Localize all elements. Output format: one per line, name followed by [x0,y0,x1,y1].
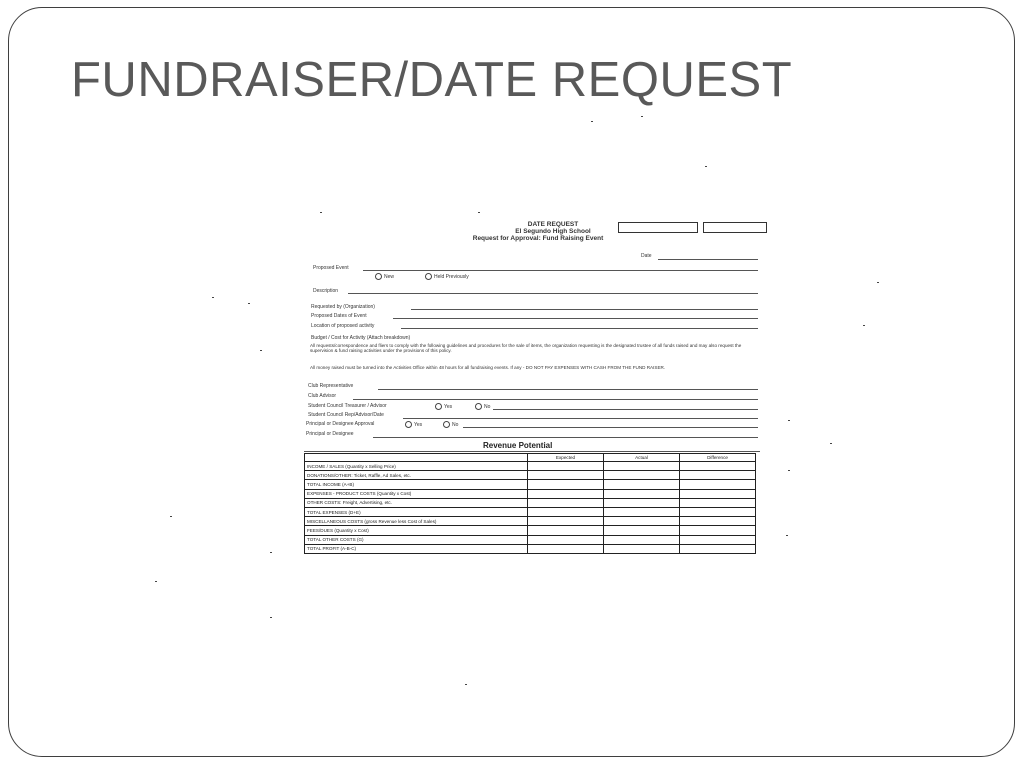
table-row [305,517,756,526]
table-row [305,535,756,544]
field-line [403,418,758,419]
scan-speck [270,552,272,553]
table-row [305,498,756,507]
scan-speck [320,212,322,213]
radio-yes [405,421,412,428]
scan-speck [591,121,593,122]
field-line [378,389,758,390]
scan-speck [863,325,865,326]
yes-label: Yes [414,421,423,428]
scan-speck [877,282,879,283]
scan-speck [788,470,790,471]
scan-speck [248,303,250,304]
cash-paragraph: All money raised must be turned into the Activities Office within 48 hours for all fundraising events. If any - DO NOT PAY EXPENSES WITH CASH FROM THE FUND RAISER. [310,365,666,370]
table-row [305,471,756,480]
student-council-label: Student Council Treasurer / Advisor [308,403,387,409]
approval-stamp [703,222,767,233]
slide-title: FUNDRAISER/DATE REQUEST [71,53,793,107]
revenue-row-label: TOTAL PROFIT (A-B-C) [305,544,528,553]
no-label: No [452,421,459,428]
new-label: New [384,273,395,280]
revenue-row-label: TOTAL INCOME (A+B) [305,480,528,489]
radio-new [375,273,382,280]
description-label: Description [313,288,339,294]
revenue-row-label: INCOME / SALES (Quantity x Selling Price) [305,462,528,471]
revenue-row-label: OTHER COSTS: Freight, Advertising, etc. [305,498,528,507]
scan-speck [170,516,172,517]
location-label: Location of proposed activity [311,323,375,329]
scan-speck [705,166,707,167]
revenue-header-cell [305,454,528,462]
budget-label: Budget / Cost for Activity (Attach breakdown) [311,335,411,341]
proposed-dates-label: Proposed Dates of Event [311,313,367,319]
club-rep-label: Club Representative [308,383,354,389]
scan-speck [641,116,643,117]
guidelines-paragraph: All requests/correspondence and fliers to comply with the following guidelines and procedures for the sale of items, the organization requesting is the designated trustee of all funds raised and may also request the supervision & fund raising activities under the provisions of this policy. [310,343,742,354]
form-header-line: Request for Approval: Fund Raising Event [472,235,604,242]
table-row [305,544,756,553]
held-previously-label: Held Previously [434,273,469,280]
revenue-header-cell: Difference [680,454,756,462]
radio-no [475,403,482,410]
radio-held-previously [425,273,432,280]
club-advisor-label: Club Advisor [308,393,337,399]
table-row [305,480,756,489]
revenue-row-label: FEES/DUES (Quantity x Cost) [305,526,528,535]
scan-speck [830,443,832,444]
approval-stamp [618,222,698,233]
revenue-table [304,453,756,554]
revenue-row-label: EXPENSES - PRODUCT COSTS (Quantity x Cost) [305,489,528,498]
requested-by-label: Requested by (Organization) [311,304,375,310]
scan-speck [786,535,788,536]
field-line [393,318,758,319]
revenue-row-label: TOTAL EXPENSES (D+E) [305,507,528,516]
revenue-title: Revenue Potential [483,441,553,450]
revenue-rule [304,451,760,452]
scan-speck [155,581,157,582]
revenue-row-label: TOTAL OTHER COSTS (G) [305,535,528,544]
radio-yes [435,403,442,410]
table-row [305,507,756,516]
table-row [305,526,756,535]
field-line [353,399,758,400]
radio-no [443,421,450,428]
no-label: No [484,403,491,410]
student-council-rep-label: Student Council Rep/Advisor/Date [308,412,384,418]
form-image [303,215,773,575]
table-row [305,462,756,471]
scan-speck [788,420,790,421]
date-line [658,259,758,260]
field-line [363,270,758,271]
field-line [493,409,758,410]
scan-speck [212,297,214,298]
scan-speck [270,617,272,618]
table-row [305,489,756,498]
field-line [411,309,758,310]
revenue-header-cell: Expected [528,454,604,462]
yes-label: Yes [444,403,453,410]
principal-approval-label: Principal or Designee Approval [306,421,375,427]
scan-speck [465,684,467,685]
revenue-row-label: DONATIONS/OTHER: Ticket, Raffle, Ad Sales, etc. [305,471,528,480]
field-line [401,328,758,329]
scan-speck [260,350,262,351]
scan-speck [478,212,480,213]
date-label: Date [641,253,652,259]
field-line [463,427,758,428]
form-header-line: El Segundo High School [515,228,591,235]
proposed-event-label: Proposed Event [313,265,349,271]
field-line [373,437,758,438]
revenue-header-row [305,454,756,462]
principal-designee-label: Principal or Designee [306,431,354,437]
field-line [348,293,758,294]
revenue-header-cell: Actual [604,454,680,462]
form-header-line: DATE REQUEST [527,221,579,228]
revenue-row-label: MISCELLANEOUS COSTS (gross Revenue less Cost of Sales) [305,517,528,526]
